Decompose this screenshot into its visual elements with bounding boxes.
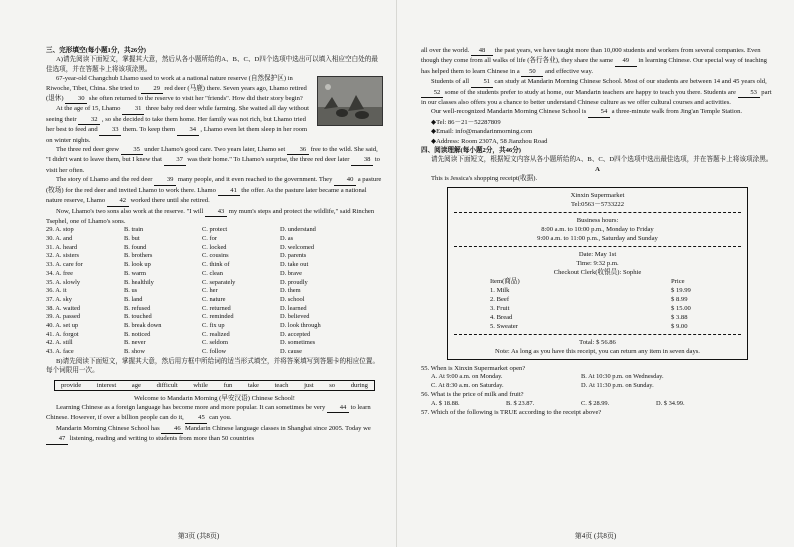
cloze-option: B. land [124, 295, 143, 303]
receipt-divider [454, 334, 741, 335]
cloze-option: B. noticed [124, 330, 151, 338]
cloze-option: B. found [124, 243, 147, 251]
word-box-word: age [131, 381, 141, 389]
hours-weekday: 8:00 a.m. to 10:00 p.m., Monday to Friday [541, 225, 654, 233]
cloze-option-number: 32. A. sisters [46, 252, 80, 260]
cloze-option: D. brave [280, 269, 303, 277]
receipt-item-price: $ 9.00 [671, 322, 688, 330]
cloze-option-number: 42. A. still [46, 339, 73, 347]
cloze-option: B. touched [124, 313, 152, 321]
cloze-option-number: 40. A. set up [46, 322, 79, 330]
blank-53: 53 [738, 88, 760, 98]
cloze-option: B. show [124, 348, 145, 356]
cloze-option-number: 37. A. sky [46, 295, 72, 303]
receipt-item-name: 1. Milk [490, 286, 510, 294]
cloze-option: D. school [280, 295, 305, 303]
blank-51: 51 [471, 77, 493, 87]
receipt-item-price: $ 15.00 [671, 304, 691, 312]
section-title: 三、完形填空(每小题1分，共26分) [46, 47, 147, 54]
receipt-time: Time: 9:32 p.m. [576, 259, 619, 267]
passage-b-paragraph-4: Our well-recognized Mandarin Morning Chinese School is 54 a three-minute walk from Jing'an Temple Station. [421, 107, 774, 117]
section-a-instructions: A)请先阅读下面短文，掌握其大意，然后从各小题所给的A、B、C、D四个选项中选出可以填入相应空白处的最佳选项，并在答题卡上将该项涂黑。 [46, 56, 378, 73]
blank-46: 46 [161, 424, 183, 434]
cloze-option: D. look through [280, 322, 321, 330]
passage-b-paragraph-2-cont: all over the world. 48 the past years, we have taught more than 10,000 students and workers from several companies. Even though they come from all walks of life (各行各业), they share the same 49 in learning Chinese. Our special way of teaching has helped them to learn Chinese in a 50 and effective way. [421, 46, 774, 77]
cloze-option: B. never [124, 339, 146, 347]
word-box-word: just [304, 381, 314, 389]
receipt-item-name: 2. Beef [490, 295, 510, 303]
cloze-option-number: 35. A. slowly [46, 278, 81, 286]
cloze-option: D. accepted [280, 330, 311, 338]
contact-tel: ◆Tel: 86－21－52287809 [431, 118, 501, 126]
blank-30: 30 [65, 94, 87, 104]
word-box-word: take [247, 381, 259, 389]
blank-33: 33 [99, 125, 121, 135]
blank-47: 47 [46, 434, 68, 444]
answer-option: D. $ 34.99. [656, 399, 685, 407]
section-4-title: 四、阅读理解(每小题2分，共46分) [421, 147, 522, 155]
cloze-option-number: 30. A. and [46, 235, 73, 243]
passage-b-title: Welcome to Mandarin Morning (早安汉语) Chinese School! [134, 394, 295, 402]
cloze-option: D. proudly [280, 278, 308, 286]
blank-42: 42 [107, 196, 129, 206]
cloze-option: C. locked [202, 243, 227, 251]
cloze-options [46, 226, 383, 357]
col-item-header: Item(商品) [490, 277, 520, 285]
receipt-note: Note: As long as you have this receipt, you can return any item in seven days. [495, 347, 700, 355]
cloze-option: B. refused [124, 304, 151, 312]
receipt-item-price: $ 8.99 [671, 295, 688, 303]
receipt-item-name: 5. Sweater [490, 322, 518, 330]
receipt-item-price: $ 3.88 [671, 313, 688, 321]
page-footer-left: 第3页 (共8页) [177, 532, 220, 540]
cloze-option-number: 33. A. care for [46, 261, 83, 269]
cloze-option: C. clean [202, 269, 223, 277]
blank-49: 49 [615, 56, 637, 66]
contact-email: ◆Email: info@mandarinmorning.com [431, 128, 533, 136]
cloze-option: C. follow [202, 348, 227, 356]
hours-title: Business hours: [576, 216, 619, 224]
receipt-item-price: $ 19.99 [671, 286, 691, 294]
blank-35: 35 [121, 145, 143, 155]
blank-37: 37 [164, 155, 186, 165]
question-57: 57. Which of the following is TRUE according to the receipt above? [421, 409, 602, 417]
word-box-word: provide [61, 381, 82, 389]
cloze-option: D. learned [280, 304, 307, 312]
blank-50: 50 [521, 67, 543, 77]
blank-48: 48 [471, 46, 493, 56]
cloze-option: D. sometimes [280, 339, 316, 347]
cloze-option: B. brothers [124, 252, 153, 260]
shopping-receipt [447, 187, 748, 360]
cloze-option: C. fix up [202, 322, 225, 330]
cloze-option-number: 34. A. free [46, 269, 73, 277]
red-deer-photo [317, 76, 383, 126]
word-box-word: difficult [156, 381, 178, 389]
paragraph-2: At the age of 15, Lhamo 31 three baby red deer while farming. She waited all day without seeing their 32 , so she decided to take them home. Her family was not rich, but Lhamo tried her best to feed and 33 them. To keep them 34 , Lhamo even let them sleep in her room on winter nights. [46, 105, 309, 144]
cloze-option: B. break down [124, 322, 162, 330]
passage-letter: A [595, 165, 600, 173]
blank-44: 44 [327, 403, 349, 413]
blank-39: 39 [154, 175, 176, 185]
section-b-instructions: B)请先阅读下面短文，掌握其大意，然后用方框中所给词的适当形式填空，并将答案填写到答题卡的相应位置。每个词限用一次。 [46, 357, 380, 375]
receipt-total: Total: $ 56.86 [579, 338, 616, 346]
blank-54: 54 [588, 107, 610, 117]
cloze-option: C. nature [202, 295, 226, 303]
receipt-divider [454, 246, 741, 247]
blank-29: 29 [141, 84, 163, 94]
cloze-option: D. believed [280, 313, 310, 321]
blank-41: 41 [218, 186, 240, 196]
blank-52: 52 [421, 88, 443, 98]
cloze-option: C. reminded [202, 313, 234, 321]
cloze-option: C. returned [202, 304, 231, 312]
blank-31: 31 [122, 104, 144, 114]
cloze-option-number: 41. A. forgot [46, 330, 79, 338]
word-box-word: while [193, 381, 208, 389]
cloze-option: D. as [280, 235, 294, 243]
contact-address: ◆Address: Room 2307A, 58 Jianzhou Road [431, 137, 548, 145]
word-box-word: so [329, 381, 336, 389]
question-56-options [431, 400, 774, 409]
blank-38: 38 [351, 155, 373, 165]
answer-option: C. $ 28.99. [581, 399, 610, 407]
store-name: Xinxin Supermarket [570, 191, 625, 199]
cloze-option: D. parents [280, 252, 307, 260]
blank-36: 36 [287, 145, 309, 155]
passage-b-paragraph-2: Mandarin Morning Chinese School has 46 Mandarin Chinese language classes in Shanghai since 2005. Today we 47 listening, reading and writing to students from more than 50 countries [46, 424, 383, 445]
cloze-option: B. us [124, 287, 138, 295]
cloze-option: B. train [124, 226, 144, 234]
question-55: 55. When is Xinxin Supermarket open? [421, 364, 526, 372]
answer-option: B. At 10:30 p.m. on Wednesday. [581, 373, 664, 381]
cloze-option-number: 43. A. face [46, 348, 74, 356]
blank-40: 40 [334, 175, 356, 185]
cloze-option: C. seldom [202, 339, 228, 347]
cloze-option-number: 38. A. waited [46, 304, 81, 312]
cloze-option: D. welcomed [280, 243, 315, 251]
receipt-date: Date: May 1st [578, 250, 617, 258]
receipt-item-name: 4. Bread [490, 313, 513, 321]
receipt-clerk: Checkout Clerk(收银员): Sophie [553, 268, 642, 276]
answer-option: A. $ 18.88. [431, 399, 460, 407]
receipt-divider [454, 212, 741, 213]
passage-b-paragraph-3: Students of all 51 can study at Mandarin Morning Chinese School. Most of our students are between 14 and 45 years old, 52 some of the students prefer to study at home, our Mandarin teachers are happy to teach you there. Students are 53 part in our classes also offers you a chance to better understand Chinese culture as we offer cultural courses and activities. [421, 78, 772, 107]
passage-intro: This is Jessica's shopping receipt(收据). [431, 175, 538, 183]
hours-weekend: 9:00 a.m. to 11:00 p.m., Saturday and Sunday [537, 234, 658, 242]
question-56: 56. What is the price of milk and fruit? [421, 391, 524, 399]
cloze-option: C. protect [202, 226, 228, 234]
word-box [54, 380, 375, 391]
cloze-option: B. look up [124, 261, 151, 269]
paragraph-4: The story of Lhamo and the red deer 39 many people, and it even reached to the government. They 40 a pasture (牧场) for the red deer and invited Lhamo to work there. Lhamo 41 the offer. As the pasture later became a national nature reserve, Lhamo 42 worked there until she retired. [46, 175, 383, 206]
word-box-word: during [350, 381, 368, 389]
cloze-option: B. warm [124, 269, 147, 277]
passage-b-paragraph-1: Learning Chinese as a foreign language has become more and more popular. It can sometimes be very 44 to learn Chinese. However, if over a billion people can do it, 45 can you. [46, 403, 383, 424]
answer-option: D. At 11:30 p.m. on Sunday. [581, 381, 654, 389]
cloze-option-number: 29. A. stop [46, 226, 74, 234]
paragraph-1: 67-year-old Changchub Lhamo used to work at a national nature reserve (自然保护区) in Riwoche, Tibet, China. She tried to 29 red deer (马鹿) there. Seven years ago, Lhamo retired (退休) 30 she often returned to the reserve to visit her "friends". How did their story begin? [46, 74, 383, 104]
cloze-option: D. understand [280, 226, 316, 234]
question-55-options [431, 373, 774, 390]
cloze-option: D. cause [280, 348, 303, 356]
cloze-option: B. but [124, 235, 140, 243]
cloze-option-number: 39. A. passed [46, 313, 81, 321]
receipt-item-name: 3. Fruit [490, 304, 510, 312]
blank-43: 43 [205, 207, 227, 217]
cloze-option: C. separately [202, 278, 236, 286]
col-price-header: Price [671, 277, 685, 285]
cloze-option: C. realized [202, 330, 230, 338]
page-4 [397, 0, 794, 547]
cloze-option: D. them [280, 287, 301, 295]
answer-option: B. $ 23.87. [506, 399, 535, 407]
word-box-word: interest [96, 381, 117, 389]
cloze-option: C. think of [202, 261, 230, 269]
cloze-option-number: 36. A. it [46, 287, 67, 295]
receipt-items [490, 277, 741, 331]
paragraph-3: The three red deer grew 35 under Lhamo's good care. Two years later, Lhamo set 36 free to the wild. She said, "I didn't want to leave them, but I knew that 37 was their home." To Lhamo's surprise, the three red deer later 38 to visit her often. [46, 146, 380, 174]
section-4-instructions: 请先阅读下面短文，根据短文内容从各小题所给的A、B、C、D四个选项中选出最佳选项，并在答题卡上将该项涂黑。 [431, 156, 773, 164]
cloze-option: D. take out [280, 261, 309, 269]
cloze-option: C. her [202, 287, 218, 295]
answer-option: C. At 8:30 a.m. on Saturday. [431, 381, 504, 389]
page-footer-right: 第4页 (共8页) [574, 532, 617, 540]
cloze-option: C. for [202, 235, 217, 243]
answer-option: A. At 9:00 a.m. on Monday. [431, 373, 503, 381]
cloze-option-number: 31. A. heard [46, 243, 78, 251]
store-tel: Tel:0563－5733222 [570, 200, 625, 208]
cloze-option: C. cousins [202, 252, 229, 260]
word-box-word: fun [223, 381, 233, 389]
blank-34: 34 [177, 125, 199, 135]
word-box-word: teach [274, 381, 289, 389]
blank-45: 45 [185, 413, 207, 423]
paragraph-5: Now, Lhamo's two sons also work at the reserve. "I will 43 my mum's steps and protect the wildlife," said Rinchen Tsephel, one of Lhamo's sons. [46, 207, 375, 225]
cloze-option: B. healthily [124, 278, 154, 286]
blank-32: 32 [78, 115, 100, 125]
